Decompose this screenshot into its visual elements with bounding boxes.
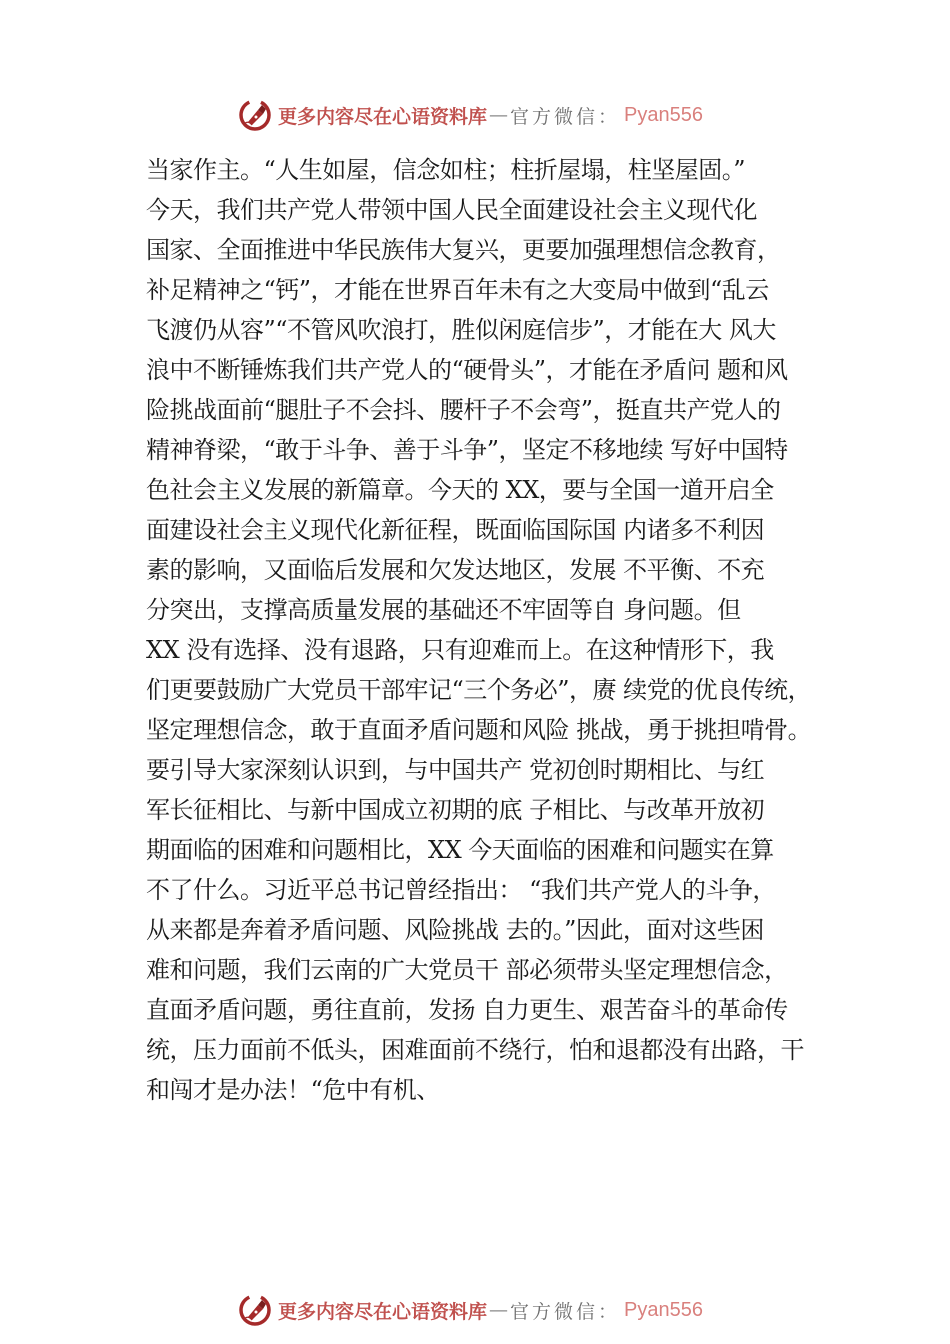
text-line: 期面临的困难和问题相比，XX 今天面临的困难和问题实在算 (146, 836, 774, 864)
text-line: 坚定理想信念，敢于直面矛盾问题和风险 挑战，勇于挑担啃骨。 (146, 716, 812, 744)
text-line: 险挑战面前“腿肚子不会抖、腰杆子不会弯”，挺直共产党人的 (146, 396, 781, 424)
document-body (146, 150, 866, 1110)
text-line: 统，压力面前不低头，困难面前不绕行，怕和退都没有出路，干 (146, 1036, 804, 1064)
text-line: 素的影响，又面临后发展和欠发达地区，发展 不平衡、不充 (146, 556, 765, 584)
text-line: 要引导大家深刻认识到，与中国共产 党初创时期相比、与红 (146, 756, 765, 784)
banner-wechat-id: Pyan556 (624, 1298, 703, 1321)
text-line: 从来都是奔着矛盾问题、风险挑战 去的。”因此，面对这些困 (146, 916, 764, 944)
text-line: 分突出，支撑高质量发展的基础还不牢固等自 身问题。但 (146, 596, 741, 624)
banner-wechat-label: 官方微信： (510, 105, 621, 128)
pen-nib-circle-icon (238, 98, 272, 132)
banner-wechat-id: Pyan556 (624, 103, 703, 126)
header-banner (238, 95, 703, 135)
text-line: 浪中不断锤炼我们共产党人的“硬骨头”，才能在矛盾问 题和风 (146, 356, 788, 384)
banner-dash: — (489, 104, 509, 126)
text-line: 们更要鼓励广大党员干部牢记“三个务必”，赓 续党的优良传统， (146, 676, 812, 704)
text-line: XX 没有选择、没有退路，只有迎难而上。在这种情形下，我 (146, 636, 774, 664)
text-line: 面建设社会主义现代化新征程，既面临国际国 内诸多不利因 (146, 516, 765, 544)
banner-slogan: 更多内容尽在心语资料库 (278, 1300, 488, 1323)
text-line: 军长征相比、与新中国成立初期的底 子相比、与改革开放初 (146, 796, 765, 824)
text-line: 今天，我们共产党人带领中国人民全面建设社会主义现代化 (146, 196, 757, 224)
text-line: 精神脊梁，“敢于斗争、善于斗争”，坚定不移地续 写好中国特 (146, 436, 788, 464)
banner-wechat-label: 官方微信： (510, 1300, 621, 1323)
banner-dash: — (489, 1299, 509, 1321)
footer-banner (238, 1290, 703, 1330)
banner-slogan: 更多内容尽在心语资料库 (278, 105, 488, 128)
text-line: 飞渡仍从容”“不管风吹浪打，胜似闲庭信步”，才能在大 风大 (146, 316, 776, 344)
text-line: 补足精神之“钙”，才能在世界百年未有之大变局中做到“乱云 (146, 276, 769, 304)
text-line: 直面矛盾问题，勇往直前，发扬 自力更生、艰苦奋斗的革命传 (146, 996, 788, 1024)
text-line: 当家作主。“人生如屋，信念如柱；柱折屋塌，柱坚屋固。” (146, 156, 746, 184)
text-line: 色社会主义发展的新篇章。今天的 XX，要与全国一道开启全 (146, 476, 774, 504)
text-line: 不了什么。习近平总书记曾经指出： “我们共产党人的斗争， (146, 876, 776, 904)
text-line: 国家、全面推进中华民族伟大复兴，更要加强理想信念教育， (146, 236, 781, 264)
text-line: 和闯才是办法！“危中有机、 (146, 1076, 440, 1104)
pen-nib-circle-icon (238, 1293, 272, 1327)
text-line: 难和问题，我们云南的广大党员干 部必须带头坚定理想信念， (146, 956, 788, 984)
